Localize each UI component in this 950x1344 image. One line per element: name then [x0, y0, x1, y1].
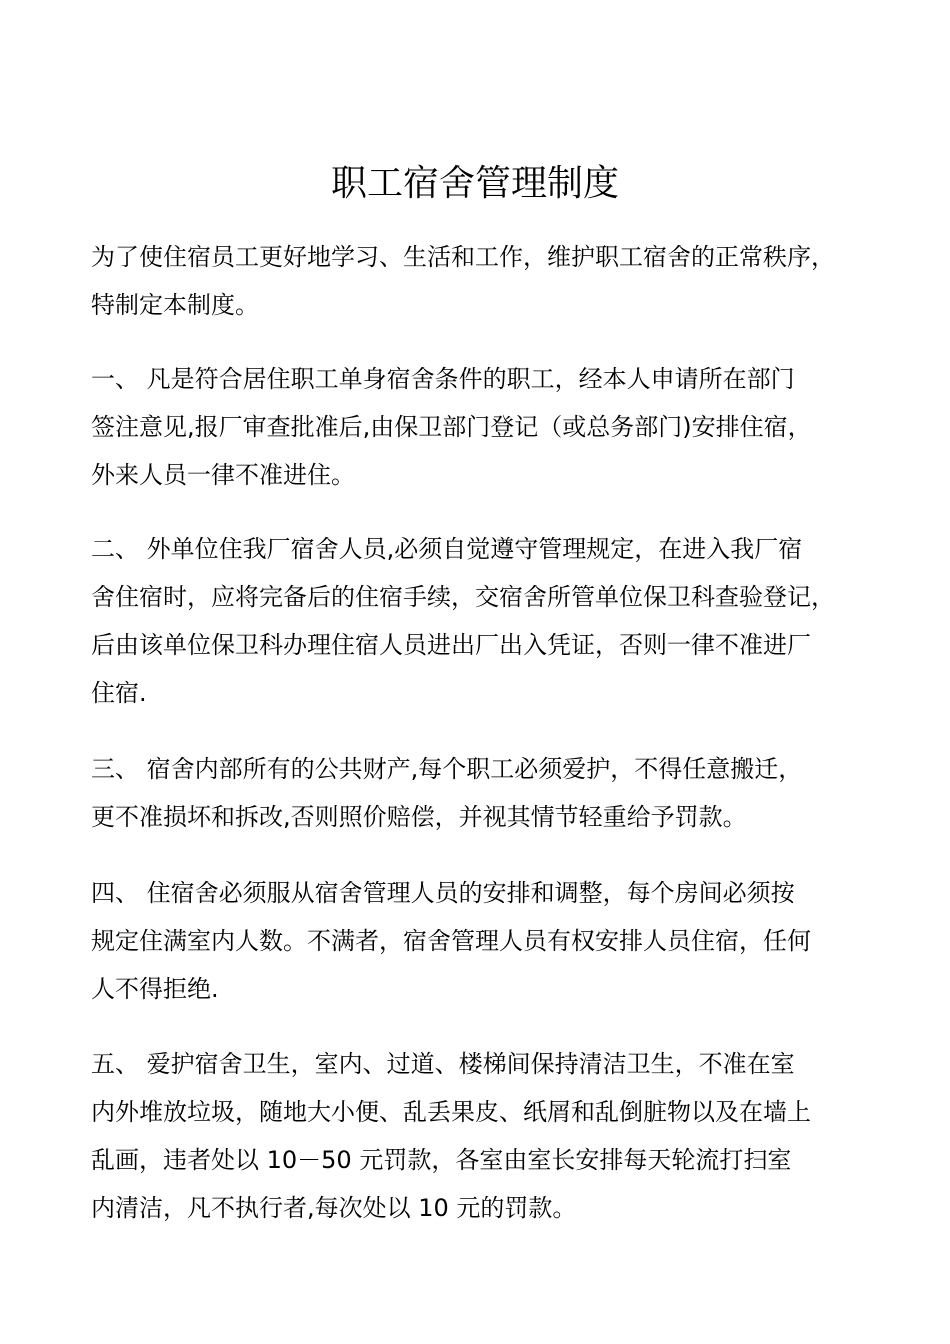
intro-paragraph [91, 233, 881, 329]
paragraph-line: 规定住满室内人数。不满者，宿舍管理人员有权安排人员住宿，任何 [91, 927, 811, 955]
rule-1-paragraph [91, 355, 881, 499]
paragraph-line: 舍住宿时，应将完备后的住宿手续，交宿舍所管单位保卫科查验登记， [91, 583, 835, 611]
paragraph-line: 人不得拒绝. [91, 975, 219, 1003]
paragraph-line: 乱画，违者处以 10－50 元罚款，各室由室长安排每天轮流打扫室 [91, 1146, 792, 1174]
paragraph-line: 更不准损坏和拆改,否则照价赔偿，并视其情节轻重给予罚款。 [91, 803, 747, 831]
document-title: 职工宿舍管理制度 [330, 163, 619, 204]
paragraph-line: 一、 凡是符合居住职工单身宿舍条件的职工，经本人申请所在部门 [91, 365, 795, 393]
rule-4-paragraph [91, 869, 881, 1013]
paragraph-line: 住宿. [91, 679, 147, 707]
paragraph-line: 四、 住宿舍必须服从宿舍管理人员的安排和调整，每个房间必须按 [91, 879, 795, 907]
rule-3-paragraph [91, 745, 881, 841]
paragraph-line: 外来人员一律不准进住。 [91, 461, 355, 489]
paragraph-line: 五、 爱护宿舍卫生，室内、过道、楼梯间保持清洁卫生，不准在室 [91, 1050, 795, 1078]
paragraph-line: 三、 宿舍内部所有的公共财产,每个职工必须爱护，不得任意搬迁， [91, 755, 803, 783]
rule-2-paragraph [91, 525, 881, 717]
paragraph-line: 签注意见,报厂审查批准后,由保卫部门登记（或总务部门)安排住宿， [91, 413, 812, 441]
paragraph-line: 特制定本制度。 [91, 291, 259, 319]
paragraph-line: 二、 外单位住我厂宿舍人员,必须自觉遵守管理规定，在进入我厂宿 [91, 535, 803, 563]
paragraph-line: 为了使住宿员工更好地学习、生活和工作，维护职工宿舍的正常秩序， [91, 243, 835, 271]
paragraph-line: 后由该单位保卫科办理住宿人员进出厂出入凭证，否则一律不准进厂 [91, 631, 811, 659]
paragraph-line: 内外堆放垃圾，随地大小便、乱丢果皮、纸屑和乱倒脏物以及在墙上 [91, 1098, 811, 1126]
rule-5-paragraph [91, 1040, 881, 1232]
paragraph-line: 内清洁，凡不执行者,每次处以 10 元的罚款。 [91, 1194, 577, 1222]
